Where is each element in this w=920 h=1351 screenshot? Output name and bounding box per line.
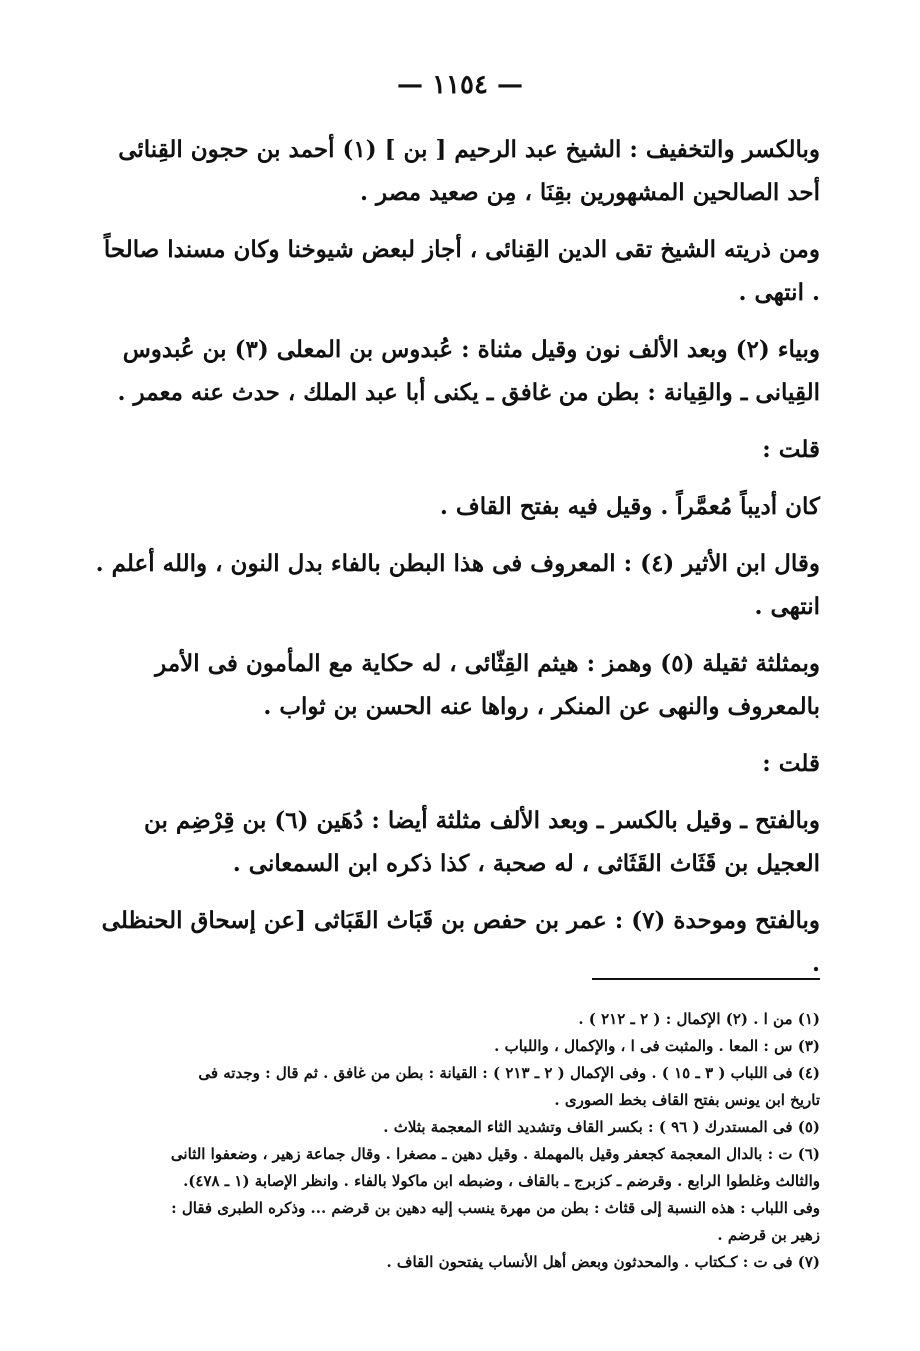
qult-heading-1: قلت : — [762, 436, 820, 463]
footnote-5: (٥) فى المستدرك ( ٩٦ ) : بكسر القاف وتشديد الثاء المعجمة بثلاث . — [383, 1118, 820, 1136]
footnote-6-continued-3: زهير بن قرضم . — [717, 1226, 820, 1244]
paragraph-3: وبياء (٢) وبعد الألف نون وقيل مثناة : عُبدوس بن المعلى (٣) بن عُبدوس القِيانى ـ والقِيانة : بطن من غافق ـ يكنى أبا عبد الملك ، حدث عنه معمر . — [117, 336, 820, 406]
footnote-4-continued: تاريخ ابن يونس بفتح القاف بخط الصورى . — [554, 1091, 820, 1109]
paragraph-1: وبالكسر والتخفيف : الشيخ عبد الرحيم [ بن ] (١) أحمد بن حجون القِنائى أحد الصالحين المشهورين بقِنَا ، مِن صعيد مصر . — [118, 136, 820, 206]
footnote-3: (٣) س : المعا . والمثبت فى ا ، والإكمال ، واللباب . — [494, 1037, 820, 1055]
footnote-1-2: (١) من ا . (٢) الإكمال : ( ٢ ـ ٢١٢ ) . — [578, 1010, 820, 1028]
page-number: — ١١٥٤ — — [397, 70, 523, 100]
paragraph-7: وبالفتح ـ وقيل بالكسر ـ وبعد الألف مثلثة أيضا : دُهَين (٦) بن قِرْضِم بن العجيل بن قَثَاث القَثَاثى ، له صحبة ، كذا ذكره ابن السمعانى . — [144, 807, 820, 877]
paragraph-8: وبالفتح وموحدة (٧) : عمر بن حفص بن قَبَاث القَبَاثى [عن إسحاق الحنظلى . — [101, 907, 820, 977]
paragraph-6: وبمثلثة ثقيلة (٥) وهمز : هيثم القِثّائى ، له حكاية مع المأمون فى الأمر بالمعروف والنهى عن المنكر ، رواها عنه الحسن بن ثواب . — [155, 650, 820, 720]
footnote-6-continued-2: وفى اللباب : هذه النسبة إلى قثاث : بطن من مهرة ينسب إليه دهين بن قرضم ... وذكره الطبرى فقال : — [171, 1199, 820, 1217]
footnote-separator — [592, 978, 820, 980]
footnote-6-continued-1: والثالث وغلطوا الرابع . وقرضم ـ كزبرج ـ بالقاف ، وضبطه ابن ماكولا بالفاء . وانظر الإصابة (١ ـ ٤٧٨). — [183, 1172, 820, 1190]
main-text — [90, 128, 820, 999]
paragraph-5: وقال ابن الأثير (٤) : المعروف فى هذا البطن بالفاء بدل النون ، والله أعلم . انتهى . — [95, 550, 820, 620]
paragraph-2: ومن ذريته الشيخ تقى الدين القِنائى ، أجاز لبعض شيوخنا وكان مسندا صالحاً . انتهى . — [103, 236, 820, 306]
footnote-6: (٦) ت : بالدال المعجمة كجعفر وقيل بالمهملة . وقيل دهين ـ مصغرا . وقال جماعة زهير ، وضعفوا الثانى — [170, 1145, 820, 1163]
footnote-7: (٧) فى ت : كـكتاب . والمحدثون وبعض أهل الأنساب يفتحون القاف . — [386, 1253, 820, 1271]
footnote-4: (٤) فى اللباب ( ٣ ـ ١٥ ) . وفى الإكمال ( ٢ ـ ٢١٣ ) : القيانة : بطن من غافق . ثم قال : وجدته فى — [198, 1064, 820, 1082]
paragraph-4: كان أديباً مُعمَّراً . وقيل فيه بفتح القاف . — [439, 493, 820, 520]
footnotes — [100, 1006, 820, 1276]
qult-heading-2: قلت : — [762, 750, 820, 777]
